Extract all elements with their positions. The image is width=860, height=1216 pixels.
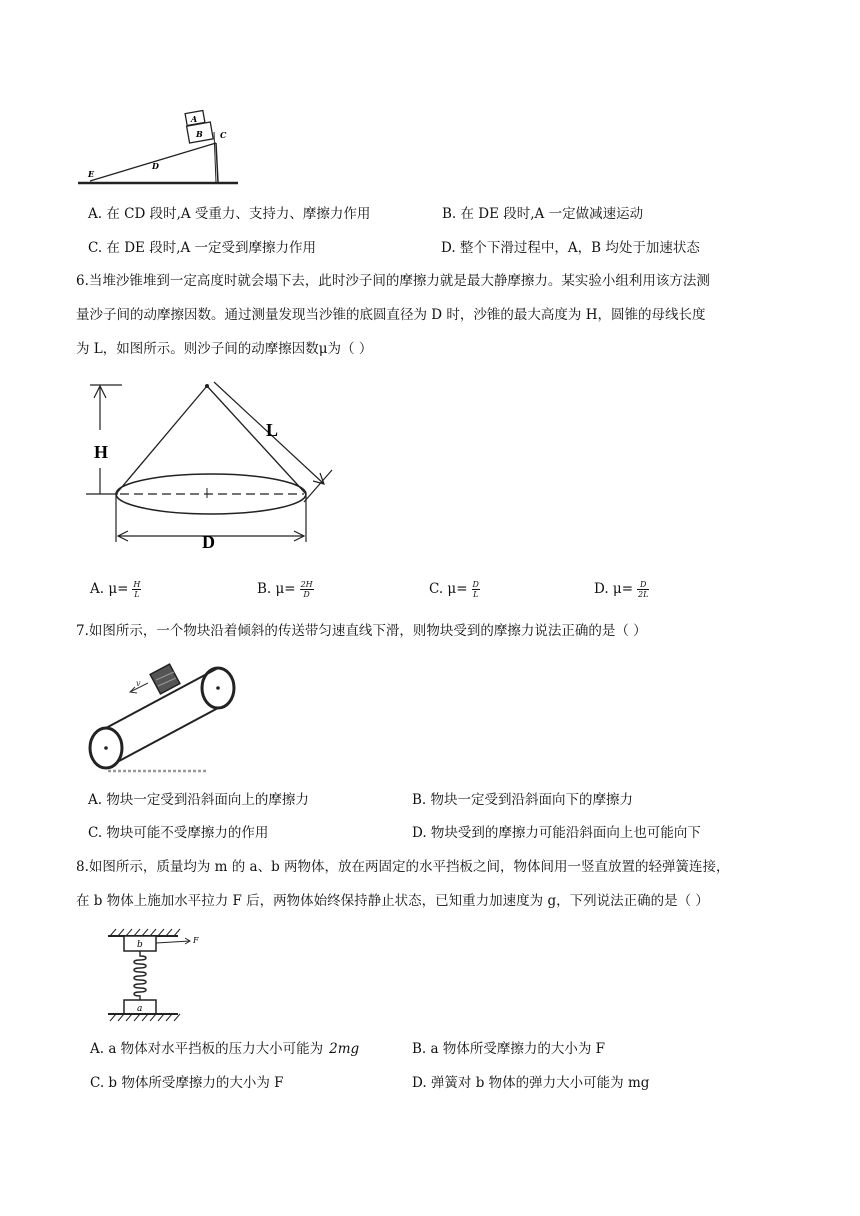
q6-option-a-fraction bbox=[132, 580, 141, 599]
fraction-denominator: D bbox=[303, 590, 310, 599]
q6-option-d-fraction bbox=[637, 580, 649, 599]
q6-option-b-fraction bbox=[300, 580, 314, 599]
spring-plates-figure bbox=[102, 926, 222, 1026]
q5-option-c[interactable]: C. 在 DE 段时,A 一定受到摩擦力作用 bbox=[88, 240, 317, 256]
fraction-denominator: L bbox=[473, 590, 479, 599]
q5-option-d[interactable]: D. 整个下滑过程中，A，B 均处于加速状态 bbox=[441, 240, 700, 256]
q8-option-b[interactable]: B. a 物体所受摩擦力的大小为 F bbox=[412, 1041, 606, 1057]
incline-figure bbox=[76, 108, 246, 188]
q8-option-a[interactable] bbox=[90, 1037, 359, 1057]
fraction-numerator: H bbox=[133, 580, 141, 589]
fraction-numerator: D bbox=[637, 580, 649, 590]
q6-stem-line-1: 6.当堆沙锥堆到一定高度时就会塌下去，此时沙子间的摩擦力就是最大静摩擦力。某实验小组利用该方法测 bbox=[76, 273, 710, 289]
q6-option-b[interactable] bbox=[257, 580, 314, 599]
q6-stem-line-3: 为 L，如图所示。则沙子间的动摩擦因数μ为（ ） bbox=[76, 341, 373, 357]
q6-option-b-prefix: B. μ= bbox=[257, 581, 296, 597]
q6-option-d-prefix: D. μ= bbox=[594, 581, 634, 597]
label-b-block: b bbox=[137, 940, 143, 950]
fraction-denominator: 2L bbox=[638, 590, 649, 599]
q6-option-c-prefix: C. μ= bbox=[429, 581, 468, 597]
q6-option-c[interactable] bbox=[429, 580, 480, 599]
fraction-numerator: D bbox=[472, 580, 479, 589]
q5-option-a[interactable]: A. 在 CD 段时,A 受重力、支持力、摩擦力作用 bbox=[88, 206, 371, 222]
fraction-denominator: L bbox=[134, 590, 140, 599]
label-a-block: a bbox=[137, 1004, 143, 1014]
q5-option-b[interactable]: B. 在 DE 段时,A 一定做减速运动 bbox=[442, 206, 644, 222]
conveyor-belt-figure bbox=[86, 658, 246, 778]
sand-cone-figure bbox=[84, 380, 344, 550]
label-a: A bbox=[191, 114, 198, 124]
label-d: D bbox=[152, 161, 159, 171]
q6-option-a[interactable] bbox=[90, 580, 141, 599]
block-on-belt bbox=[150, 664, 180, 694]
q6-option-d[interactable] bbox=[594, 580, 649, 599]
label-f: F bbox=[193, 936, 199, 945]
q6-option-c-fraction bbox=[472, 580, 480, 599]
q7-stem: 7.如图所示，一个物块沿着倾斜的传送带匀速直线下滑，则物块受到的摩擦力说法正确的是（ ） bbox=[76, 623, 647, 639]
q8-option-c[interactable]: C. b 物体所受摩擦力的大小为 F bbox=[90, 1075, 284, 1091]
q8-stem-line-1: 8.如图所示，质量均为 m 的 a、b 两物体，放在两固定的水平挡板之间，物体间用一竖直放置的轻弹簧连接， bbox=[76, 859, 730, 875]
label-e: E bbox=[88, 169, 95, 179]
label-h: H bbox=[94, 442, 109, 462]
q7-option-c[interactable]: C. 物块可能不受摩擦力的作用 bbox=[88, 825, 269, 841]
label-c: C bbox=[220, 130, 227, 140]
q8-stem-line-2: 在 b 物体上施加水平拉力 F 后，两物体始终保持静止状态，已知重力加速度为 g，下列说法正确的是（ ） bbox=[76, 893, 709, 909]
q6-stem-line-2: 量沙子间的动摩擦因数。通过测量发现当沙锥的底圆直径为 D 时，沙锥的最大高度为 H，圆锥的母线长度 bbox=[76, 307, 706, 323]
spring bbox=[134, 951, 146, 1000]
q8-option-a-text: A. a 物体对水平挡板的压力大小可能为 bbox=[90, 1041, 324, 1057]
label-d-diameter: D bbox=[202, 532, 215, 552]
label-b: B bbox=[196, 129, 203, 139]
label-v: v bbox=[136, 679, 141, 688]
fraction-numerator: 2H bbox=[300, 580, 313, 589]
label-l: L bbox=[266, 420, 279, 440]
q7-option-b[interactable]: B. 物块一定受到沿斜面向下的摩擦力 bbox=[412, 792, 634, 808]
q8-option-a-math: 2mg bbox=[329, 1041, 360, 1057]
q7-option-a[interactable]: A. 物块一定受到沿斜面向上的摩擦力 bbox=[88, 792, 309, 808]
q7-option-d[interactable]: D. 物块受到的摩擦力可能沿斜面向上也可能向下 bbox=[412, 825, 701, 841]
q8-option-d[interactable]: D. 弹簧对 b 物体的弹力大小可能为 mg bbox=[412, 1075, 650, 1091]
q6-option-a-prefix: A. μ= bbox=[90, 581, 129, 597]
